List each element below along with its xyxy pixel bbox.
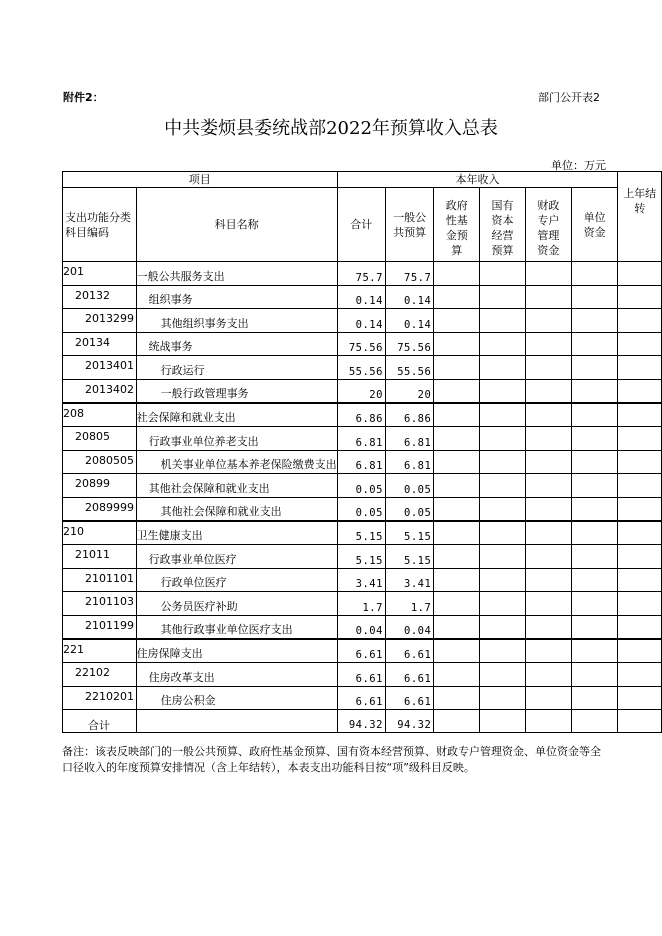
row-code: 20805 bbox=[63, 427, 137, 451]
row-general: 0.14 bbox=[385, 309, 433, 333]
row-name: 其他组织事务支出 bbox=[136, 309, 337, 333]
row-general: 75.56 bbox=[385, 332, 433, 356]
row-name: 组织事务 bbox=[136, 285, 337, 309]
table-row bbox=[63, 686, 662, 710]
row-general: 0.04 bbox=[385, 615, 433, 639]
row-name: 住房改革支出 bbox=[136, 663, 337, 687]
header-govfund: 政府性基金预算 bbox=[434, 188, 480, 262]
row-general: 6.61 bbox=[385, 663, 433, 687]
total-sum: 94.32 bbox=[337, 710, 385, 733]
row-total: 6.86 bbox=[337, 403, 385, 427]
row-code: 20899 bbox=[63, 474, 137, 498]
row-general: 0.05 bbox=[385, 474, 433, 498]
total-label-cell bbox=[136, 710, 337, 733]
budget-income-table bbox=[62, 171, 662, 733]
row-general: 1.7 bbox=[385, 592, 433, 616]
table-row bbox=[63, 309, 662, 333]
row-name: 社会保障和就业支出 bbox=[136, 403, 337, 427]
row-total: 0.05 bbox=[337, 497, 385, 521]
row-total: 5.15 bbox=[337, 521, 385, 545]
header-general: 一般公共预算 bbox=[385, 188, 433, 262]
row-code: 2013402 bbox=[63, 379, 137, 403]
header-fiscal: 财政专户管理资金 bbox=[525, 188, 571, 262]
table-row bbox=[63, 568, 662, 592]
total-label: 合计 bbox=[88, 719, 110, 732]
row-name: 行政单位医疗 bbox=[136, 568, 337, 592]
row-total: 0.04 bbox=[337, 615, 385, 639]
header-total: 合计 bbox=[337, 188, 385, 262]
row-name: 其他社会保障和就业支出 bbox=[136, 497, 337, 521]
row-name: 其他社会保障和就业支出 bbox=[136, 474, 337, 498]
row-general: 3.41 bbox=[385, 568, 433, 592]
row-code: 20132 bbox=[63, 285, 137, 309]
row-general: 20 bbox=[385, 379, 433, 403]
row-total: 75.56 bbox=[337, 332, 385, 356]
table-row bbox=[63, 379, 662, 403]
header-unitfund: 单位资金 bbox=[571, 188, 618, 262]
row-general: 6.86 bbox=[385, 403, 433, 427]
header-carry: 上年结转 bbox=[618, 172, 662, 262]
row-name: 住房保障支出 bbox=[136, 639, 337, 663]
row-code: 221 bbox=[63, 639, 137, 663]
row-name: 一般行政管理事务 bbox=[136, 379, 337, 403]
row-total: 0.14 bbox=[337, 309, 385, 333]
row-total: 5.15 bbox=[337, 545, 385, 569]
row-general: 55.56 bbox=[385, 356, 433, 380]
row-code: 2101199 bbox=[63, 615, 137, 639]
row-name: 住房公积金 bbox=[136, 686, 337, 710]
row-total: 1.7 bbox=[337, 592, 385, 616]
row-code: 210 bbox=[63, 521, 137, 545]
table-row bbox=[63, 332, 662, 356]
row-name: 一般公共服务支出 bbox=[136, 262, 337, 286]
row-name: 卫生健康支出 bbox=[136, 521, 337, 545]
header-income-group: 本年收入 bbox=[337, 172, 618, 188]
footnote: 备注：该表反映部门的一般公共预算、政府性基金预算、国有资本经营预算、财政专户管理资金、单位资金等全口径收入的年度预算安排情况（含上年结转），本表支出功能科目按“项”级科目反映。 bbox=[62, 745, 601, 774]
row-total: 6.81 bbox=[337, 427, 385, 451]
row-code: 2013401 bbox=[63, 356, 137, 380]
row-total: 0.14 bbox=[337, 285, 385, 309]
table-row bbox=[63, 663, 662, 687]
row-code: 201 bbox=[63, 262, 137, 286]
row-code: 21011 bbox=[63, 545, 137, 569]
row-general: 5.15 bbox=[385, 545, 433, 569]
total-general: 94.32 bbox=[385, 710, 433, 733]
row-name: 其他行政事业单位医疗支出 bbox=[136, 615, 337, 639]
row-general: 6.61 bbox=[385, 639, 433, 663]
row-total: 6.81 bbox=[337, 450, 385, 474]
table-row bbox=[63, 427, 662, 451]
row-name: 统战事务 bbox=[136, 332, 337, 356]
table-row bbox=[63, 545, 662, 569]
header-item-group: 项目 bbox=[63, 172, 338, 188]
page-title: 中共娄烦县委统战部2022年预算收入总表 bbox=[164, 118, 498, 139]
row-total: 20 bbox=[337, 379, 385, 403]
table-row bbox=[63, 262, 662, 286]
row-code: 2210201 bbox=[63, 686, 137, 710]
row-total: 6.61 bbox=[337, 686, 385, 710]
row-total: 6.61 bbox=[337, 639, 385, 663]
table-row bbox=[63, 356, 662, 380]
row-general: 0.05 bbox=[385, 497, 433, 521]
row-name: 公务员医疗补助 bbox=[136, 592, 337, 616]
row-code: 208 bbox=[63, 403, 137, 427]
row-name: 行政事业单位医疗 bbox=[136, 545, 337, 569]
table-row bbox=[63, 285, 662, 309]
row-total: 0.05 bbox=[337, 474, 385, 498]
header-name: 科目名称 bbox=[136, 188, 337, 262]
table-row bbox=[63, 521, 662, 545]
row-code: 2089999 bbox=[63, 497, 137, 521]
row-code: 2080505 bbox=[63, 450, 137, 474]
attachment-label: 附件2： bbox=[63, 91, 104, 104]
row-code: 20134 bbox=[63, 332, 137, 356]
row-code: 2013299 bbox=[63, 309, 137, 333]
form-number: 部门公开表2 bbox=[538, 91, 600, 104]
row-code: 2101103 bbox=[63, 592, 137, 616]
row-code: 2101101 bbox=[63, 568, 137, 592]
header-stateown: 国有资本经营预算 bbox=[480, 188, 526, 262]
row-name: 行政事业单位养老支出 bbox=[136, 427, 337, 451]
table-row bbox=[63, 639, 662, 663]
table-row bbox=[63, 403, 662, 427]
table-row bbox=[63, 474, 662, 498]
row-name: 机关事业单位基本养老保险缴费支出 bbox=[136, 450, 337, 474]
unit-label: 单位：万元 bbox=[551, 159, 606, 172]
row-general: 6.81 bbox=[385, 427, 433, 451]
table-row bbox=[63, 592, 662, 616]
row-total: 75.7 bbox=[337, 262, 385, 286]
row-general: 75.7 bbox=[385, 262, 433, 286]
row-general: 0.14 bbox=[385, 285, 433, 309]
row-code: 22102 bbox=[63, 663, 137, 687]
row-total: 6.61 bbox=[337, 663, 385, 687]
row-general: 6.81 bbox=[385, 450, 433, 474]
row-general: 5.15 bbox=[385, 521, 433, 545]
header-code: 支出功能分类科目编码 bbox=[63, 188, 137, 262]
row-general: 6.61 bbox=[385, 686, 433, 710]
row-name: 行政运行 bbox=[136, 356, 337, 380]
row-total: 55.56 bbox=[337, 356, 385, 380]
row-total: 3.41 bbox=[337, 568, 385, 592]
table-row bbox=[63, 450, 662, 474]
table-row bbox=[63, 615, 662, 639]
table-row bbox=[63, 497, 662, 521]
